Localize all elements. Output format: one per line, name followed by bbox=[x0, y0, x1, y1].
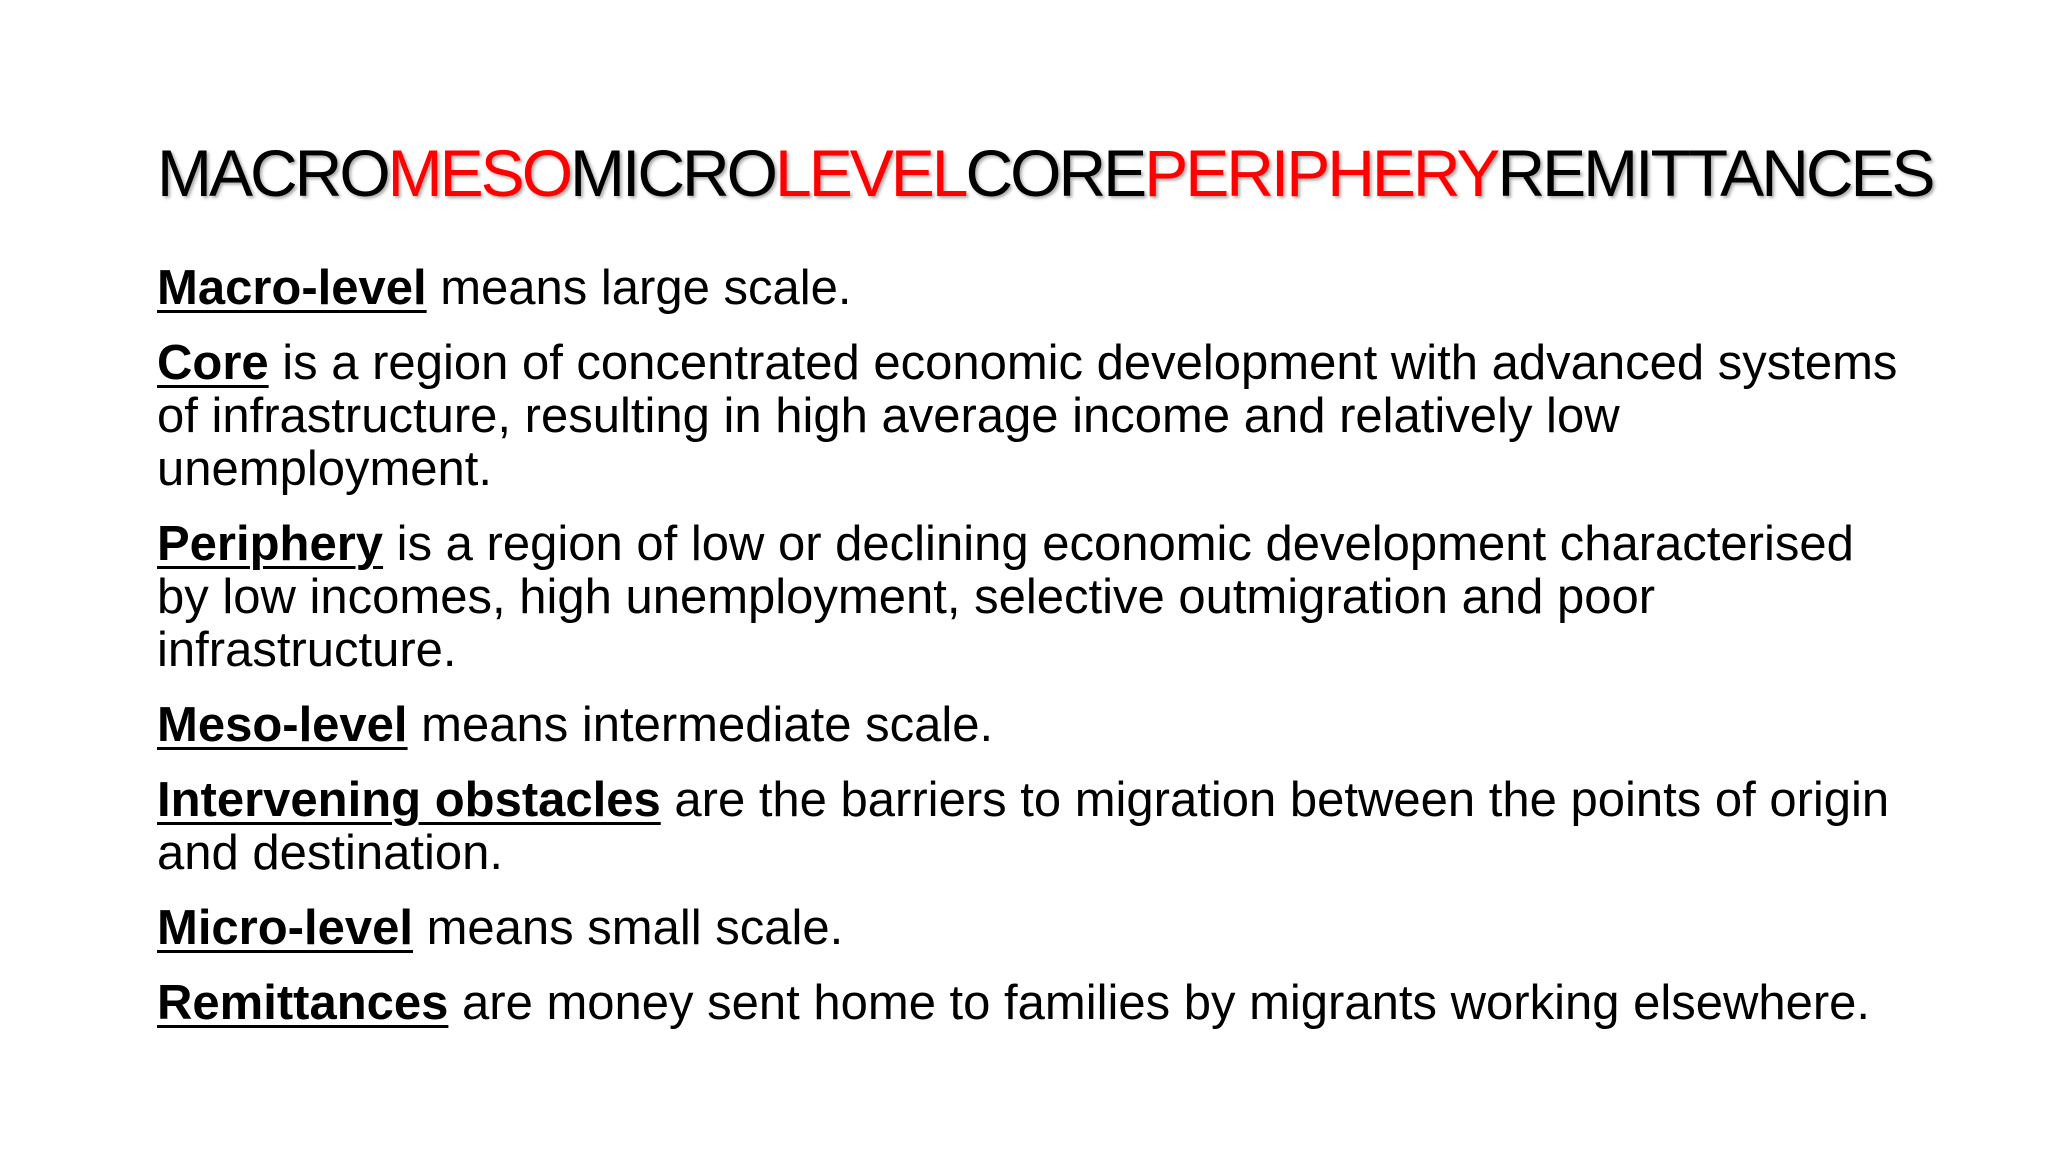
title-word-meso: MESO bbox=[387, 136, 571, 210]
slide-title bbox=[157, 128, 1933, 218]
definition-term: Micro-level bbox=[157, 901, 413, 955]
definition-core bbox=[157, 337, 1917, 496]
definition-term: Periphery bbox=[157, 517, 384, 571]
definition-text: are the barriers to migration between the points of origin and destination. bbox=[157, 773, 1890, 880]
definitions-list bbox=[157, 262, 1917, 1052]
title-word-micro: MICRO bbox=[570, 136, 776, 210]
definition-text: means large scale. bbox=[426, 261, 852, 315]
definition-micro-level bbox=[157, 902, 1917, 955]
definition-text: means small scale. bbox=[412, 901, 844, 955]
title-word-macro: MACRO bbox=[157, 136, 388, 210]
title-word-core: CORE bbox=[965, 136, 1145, 210]
definition-term: Intervening obstacles bbox=[157, 773, 661, 827]
title-word-level: LEVEL bbox=[775, 136, 966, 210]
definition-periphery bbox=[157, 518, 1917, 677]
definition-text: means intermediate scale. bbox=[407, 698, 994, 752]
definition-term: Core bbox=[157, 336, 269, 390]
definition-meso-level bbox=[157, 699, 1917, 752]
definition-macro-level bbox=[157, 262, 1917, 315]
definition-text: is a region of low or declining economic development characterised by low incomes, high unemployment, selective outmigration and poor infrastructure. bbox=[157, 517, 1854, 677]
definition-text: is a region of concentrated economic development with advanced systems of infrastructure, resulting in high average income and relatively low unemployment. bbox=[157, 336, 1898, 496]
definition-term: Macro-level bbox=[157, 261, 427, 315]
title-word-remittances: REMITTANCES bbox=[1497, 136, 1933, 210]
definition-text: are money sent home to families by migrants working elsewhere. bbox=[448, 976, 1871, 1030]
definition-remittances bbox=[157, 977, 1917, 1030]
definition-term: Remittances bbox=[157, 976, 449, 1030]
definition-intervening-obstacles bbox=[157, 774, 1917, 880]
title-word-periphery: PERIPHERY bbox=[1144, 136, 1498, 210]
definition-term: Meso-level bbox=[157, 698, 408, 752]
